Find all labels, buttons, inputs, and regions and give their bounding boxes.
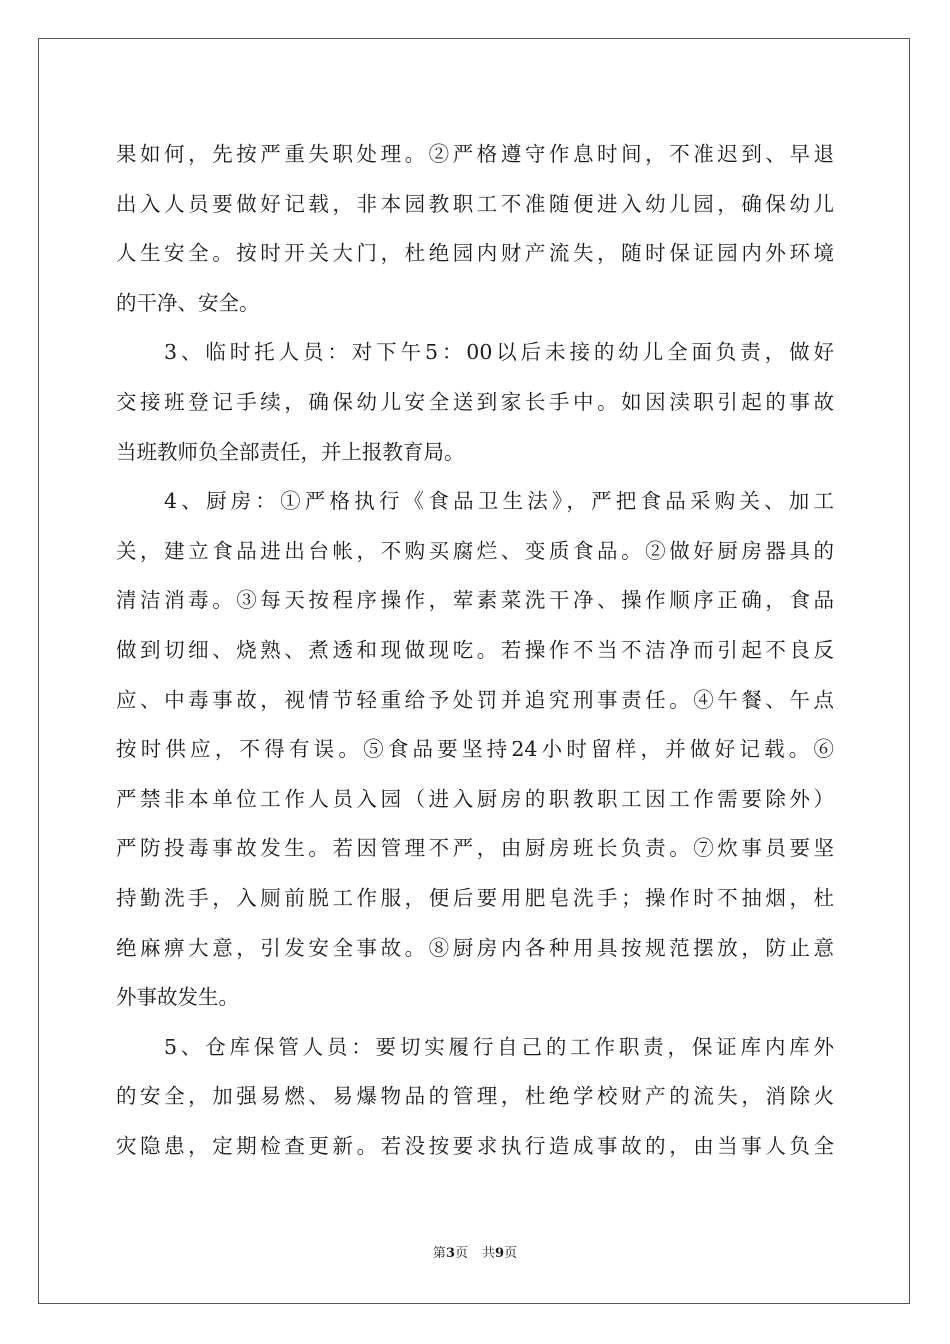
- page-prefix: 第: [432, 1246, 446, 1261]
- text-line: 严防投毒事故发生。若因管理不严，由厨房班长负责。⑦炊事员要坚: [116, 836, 834, 861]
- page-suffix: 页: [454, 1246, 468, 1261]
- page-number: 3: [445, 1246, 455, 1261]
- text-line: 果如何，先按严重失职处理。②严格遵守作息时间，不准迟到、早退: [116, 142, 834, 166]
- text-line: 的安全，加强易燃、易爆物品的管理，杜绝学校财产的流失，消除火: [116, 1084, 834, 1109]
- text-line: 5、仓库保管人员：要切实履行自己的工作职责，保证库内库外: [164, 1034, 834, 1059]
- total-prefix: 共: [482, 1246, 496, 1261]
- text-line: 3、临时托人员：对下午5：00以后未接的幼儿全面负责，做好: [164, 340, 834, 365]
- text-line: 4、厨房：①严格执行《食品卫生法》，严把食品采购关、加工: [164, 489, 834, 514]
- paragraph-item-3: [116, 328, 834, 477]
- paragraph-item-5: [116, 1023, 834, 1172]
- total-suffix: 页: [504, 1246, 518, 1261]
- page-footer: [0, 1245, 950, 1263]
- text-line: 交接班登记手续，确保幼儿安全送到家长手中。如因渎职引起的事故: [116, 389, 834, 414]
- paragraph-item-4: [116, 477, 834, 1023]
- text-line: 持勤洗手，入厕前脱工作服，便后要用肥皂洗手；操作时不抽烟，杜: [116, 885, 834, 910]
- text-line: 严禁非本单位工作人员入园（进入厨房的职教职工因工作需要除外）: [116, 786, 834, 811]
- text-line: 清洁消毒。③每天按程序操作，荤素菜洗干净、操作顺序正确，食品: [116, 588, 834, 613]
- text-line: 按时供应，不得有误。⑤食品要坚持24小时留样，并做好记载。⑥: [116, 737, 834, 762]
- text-line: 当班教师负全部责任，并上报教育局。: [116, 439, 465, 464]
- text-line: 关，建立食品进出台帐，不购买腐烂、变质食品。②做好厨房器具的: [116, 538, 834, 563]
- text-line: 人生安全。按时开关大门，杜绝园内财产流失，随时保证园内外环境: [116, 241, 834, 266]
- text-line: 灾隐患，定期检查更新。若没按要求执行造成事故的，由当事人负全: [116, 1133, 834, 1158]
- text-line: 的干净、安全。: [116, 290, 260, 315]
- text-line: 应、中毒事故，视情节轻重给予处罚并追究刑事责任。④午餐、午点: [116, 687, 834, 712]
- text-line: 出入人员要做好记载，非本园教职工不准随便进入幼儿园，确保幼儿: [116, 191, 834, 216]
- document-body: [116, 130, 834, 1171]
- text-line: 绝麻痹大意，引发安全事故。⑧厨房内各种用具按规范摆放，防止意: [116, 935, 834, 960]
- text-line: 外事故发生。: [116, 985, 239, 1010]
- paragraph-continuation: [116, 130, 834, 328]
- total-pages: 9: [495, 1246, 505, 1261]
- text-line: 做到切细、烧熟、煮透和现做现吃。若操作不当不洁净而引起不良反: [116, 637, 834, 662]
